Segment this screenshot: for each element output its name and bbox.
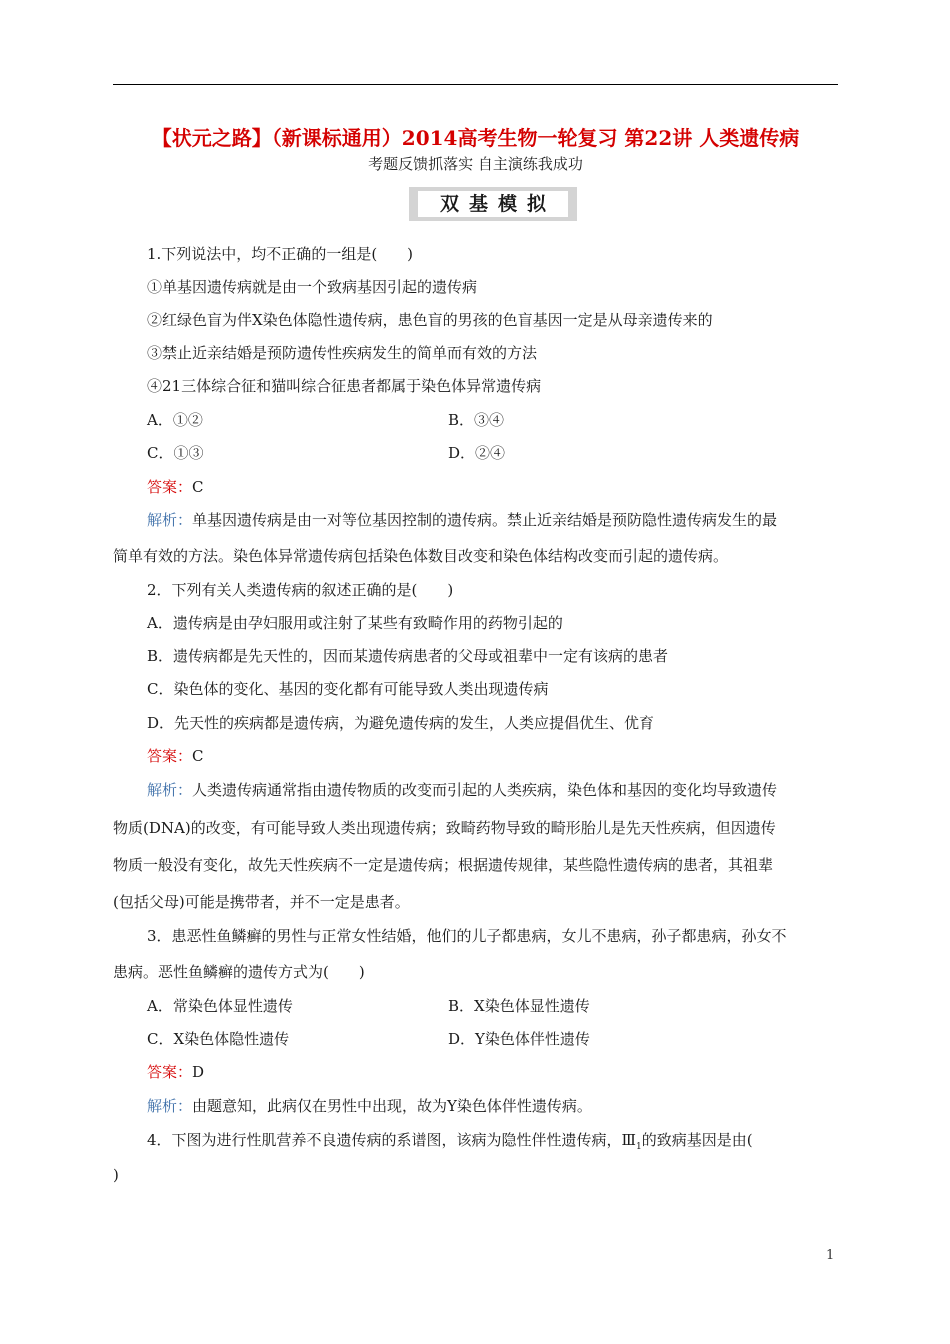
- q2-option-c: C．染色体的变化、基因的变化都有可能导致人类出现遗传病: [147, 680, 549, 698]
- q1-explanation-2: 简单有效的方法。染色体异常遗传病包括染色体数目改变和染色体结构改变而引起的遗传病。: [113, 547, 729, 565]
- q2-option-b: B．遗传病都是先天性的，因而某遗传病患者的父母或祖辈中一定有该病的患者: [147, 647, 669, 665]
- q1-option-c: C．①③: [147, 444, 204, 462]
- q1-statement-1: ①单基因遗传病就是由一个致病基因引起的遗传病: [147, 278, 478, 296]
- q1-statement-2: ②红绿色盲为伴X染色体隐性遗传病，患色盲的男孩的色盲基因一定是从母亲遗传来的: [147, 311, 713, 329]
- q4-stem-text: 4．下图为进行性肌营养不良遗传病的系谱图，该病为隐性伴性遗传病，Ⅲ: [147, 1131, 637, 1149]
- explanation-label: 解析：: [147, 1097, 193, 1115]
- explanation-label: 解析：: [147, 511, 193, 529]
- answer-label: 答案：: [147, 478, 193, 496]
- q3-stem-1: 3．患恶性鱼鳞癣的男性与正常女性结婚，他们的儿子都患病，女儿不患病，孙子都患病，孙女不: [147, 927, 787, 945]
- q4-stem-1: [147, 1130, 753, 1157]
- answer-label: 答案：: [147, 1063, 193, 1081]
- q1-answer: [147, 477, 204, 497]
- q1-option-d: D．②④: [448, 444, 506, 462]
- q1-option-b: B．③④: [448, 411, 505, 429]
- q2-option-d: D．先天性的疾病都是遗传病，为避免遗传病的发生，人类应提倡优生、优育: [147, 714, 655, 732]
- q2-option-a: A．遗传病是由孕妇服用或注射了某些有致畸作用的药物引起的: [147, 614, 563, 632]
- explanation-text: 由题意知，此病仅在男性中出现，故为Y染色体伴性遗传病。: [192, 1097, 592, 1115]
- q1-statement-3: ③禁止近亲结婚是预防遗传性疾病发生的简单而有效的方法: [147, 344, 538, 362]
- q3-option-a: A．常染色体显性遗传: [147, 997, 293, 1015]
- q3-explanation: [147, 1096, 592, 1116]
- q3-stem-2: 患病。恶性鱼鳞癣的遗传方式为( ): [113, 963, 365, 981]
- q1-stem: 1.下列说法中，均不正确的一组是( ): [147, 245, 414, 263]
- answer-value: D: [192, 1063, 205, 1081]
- q2-explanation-4: (包括父母)可能是携带者，并不一定是患者。: [113, 893, 410, 911]
- q2-answer: [147, 746, 204, 766]
- q1-option-a: A．①②: [147, 411, 203, 429]
- page-number: 1: [826, 1248, 835, 1263]
- q4-stem-tail: 的致病基因是由(: [641, 1131, 753, 1149]
- q4-stem-2: ): [113, 1166, 119, 1184]
- q3-option-c: C．X染色体隐性遗传: [147, 1030, 290, 1048]
- answer-value: C: [192, 747, 204, 765]
- document-title: 【状元之路】（新课标通用）2014高考生物一轮复习 第22讲 人类遗传病: [151, 126, 800, 150]
- answer-value: C: [192, 478, 204, 496]
- explanation-text: 单基因遗传病是由一对等位基因控制的遗传病。禁止近亲结婚是预防隐性遗传病发生的最: [192, 511, 778, 529]
- section-banner: [409, 187, 577, 221]
- q2-explanation-2: 物质(DNA)的改变，有可能导致人类出现遗传病；致畸药物导致的畸形胎儿是先天性疾病，但因遗传: [113, 819, 776, 837]
- q2-stem: 2．下列有关人类遗传病的叙述正确的是( ): [147, 581, 454, 599]
- answer-label: 答案：: [147, 747, 193, 765]
- q4-subscript: 1: [636, 1142, 642, 1152]
- q3-answer: [147, 1062, 204, 1082]
- q1-statement-4: ④21三体综合征和猫叫综合征患者都属于染色体异常遗传病: [147, 377, 542, 395]
- document-subtitle: 考题反馈抓落实 自主演练我成功: [368, 155, 583, 173]
- section-banner-label: 双基模拟: [418, 191, 568, 217]
- explanation-label: 解析：: [147, 781, 193, 799]
- q2-explanation-3: 物质一般没有变化，故先天性疾病不一定是遗传病；根据遗传规律，某些隐性遗传病的患者，其祖辈: [113, 856, 774, 874]
- q2-explanation-1: [147, 780, 777, 800]
- header-rule: [113, 84, 838, 85]
- q1-explanation-1: [147, 510, 777, 530]
- explanation-text: 人类遗传病通常指由遗传物质的改变而引起的人类疾病，染色体和基因的变化均导致遗传: [192, 781, 778, 799]
- q3-option-d: D．Y染色体伴性遗传: [448, 1030, 590, 1048]
- q3-option-b: B．X染色体显性遗传: [448, 997, 590, 1015]
